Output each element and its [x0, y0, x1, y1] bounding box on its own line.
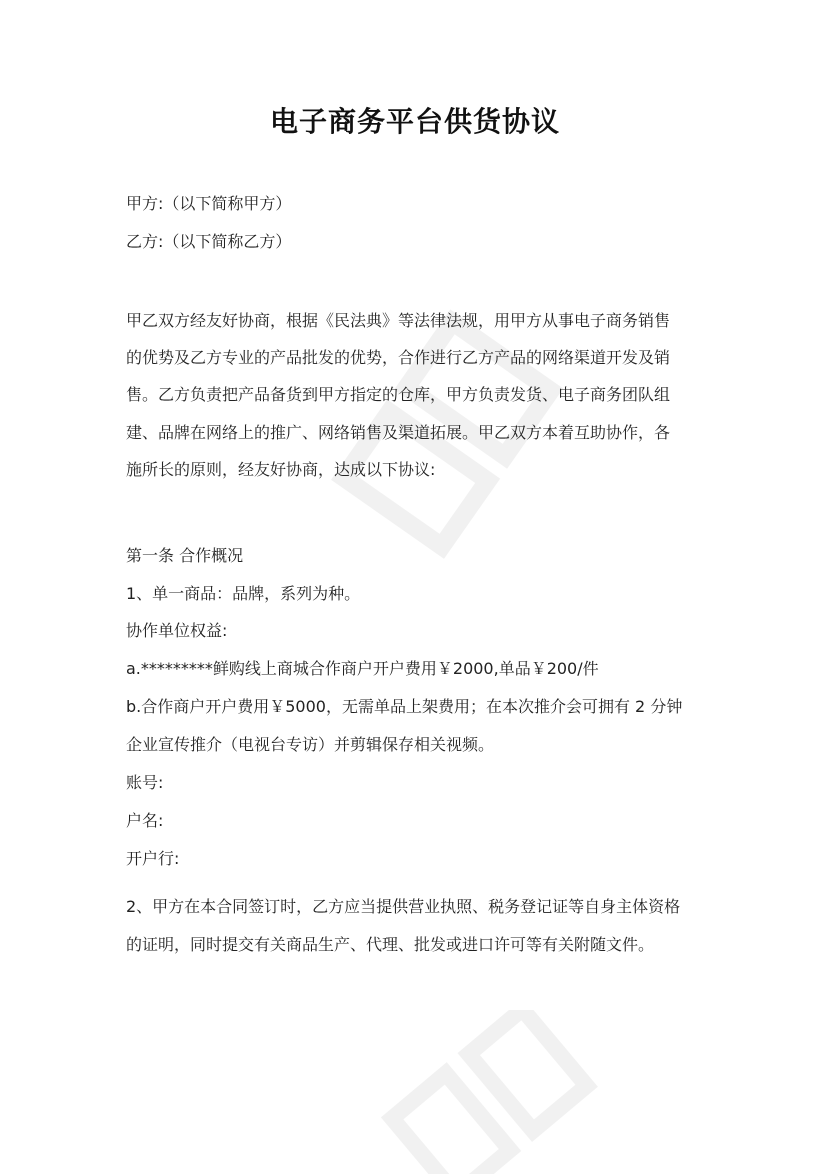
benefits-label: 协作单位权益:: [126, 621, 228, 640]
benefit-b-line-1: b.合作商户开户费用￥5000，无需单品上架费用；在本次推介会可拥有 2 分钟: [126, 697, 683, 716]
intro-line-3: 售。乙方负责把产品备货到甲方指定的仓库，甲方负责发货、电子商务团队组: [126, 385, 671, 404]
document-title: 电子商务平台供货协议: [269, 105, 560, 138]
account-label: 账号:: [126, 773, 164, 792]
section-1-heading: 第一条 合作概况: [126, 546, 244, 565]
item-2-line-1: 2、甲方在本合同签订时，乙方应当提供营业执照、税务登记证等自身主体资格: [126, 897, 681, 916]
item-2-line-2: 的证明，同时提交有关商品生产、代理、批发或进口许可等有关附随文件。: [126, 935, 655, 954]
party-a-line: 甲方:（以下简称甲方）: [126, 194, 292, 213]
intro-line-2: 的优势及乙方专业的产品批发的优势，合作进行乙方产品的网络渠道开发及销: [126, 348, 671, 367]
intro-line-5: 施所长的原则，经友好协商，达成以下协议:: [126, 460, 436, 479]
intro-line-1: 甲乙双方经友好协商，根据《民法典》等法律法规，用甲方从事电子商务销售: [126, 311, 671, 330]
party-b-line: 乙方:（以下简称乙方）: [126, 232, 292, 251]
watermark-graphic-bottom: [360, 1010, 620, 1174]
intro-line-4: 建、品牌在网络上的推广、网络销售及渠道拓展。甲乙双方本着互助协作，各: [126, 423, 671, 442]
bank-label: 开户行:: [126, 849, 180, 868]
benefit-a: a.*********鲜购线上商城合作商户开户费用￥2000,单品￥200/件: [126, 659, 599, 678]
account-name-label: 户名:: [126, 811, 164, 830]
benefit-b-line-2: 企业宣传推介（电视台专访）并剪辑保存相关视频。: [126, 735, 495, 754]
item-1: 1、单一商品：品牌，系列为种。: [126, 584, 361, 603]
